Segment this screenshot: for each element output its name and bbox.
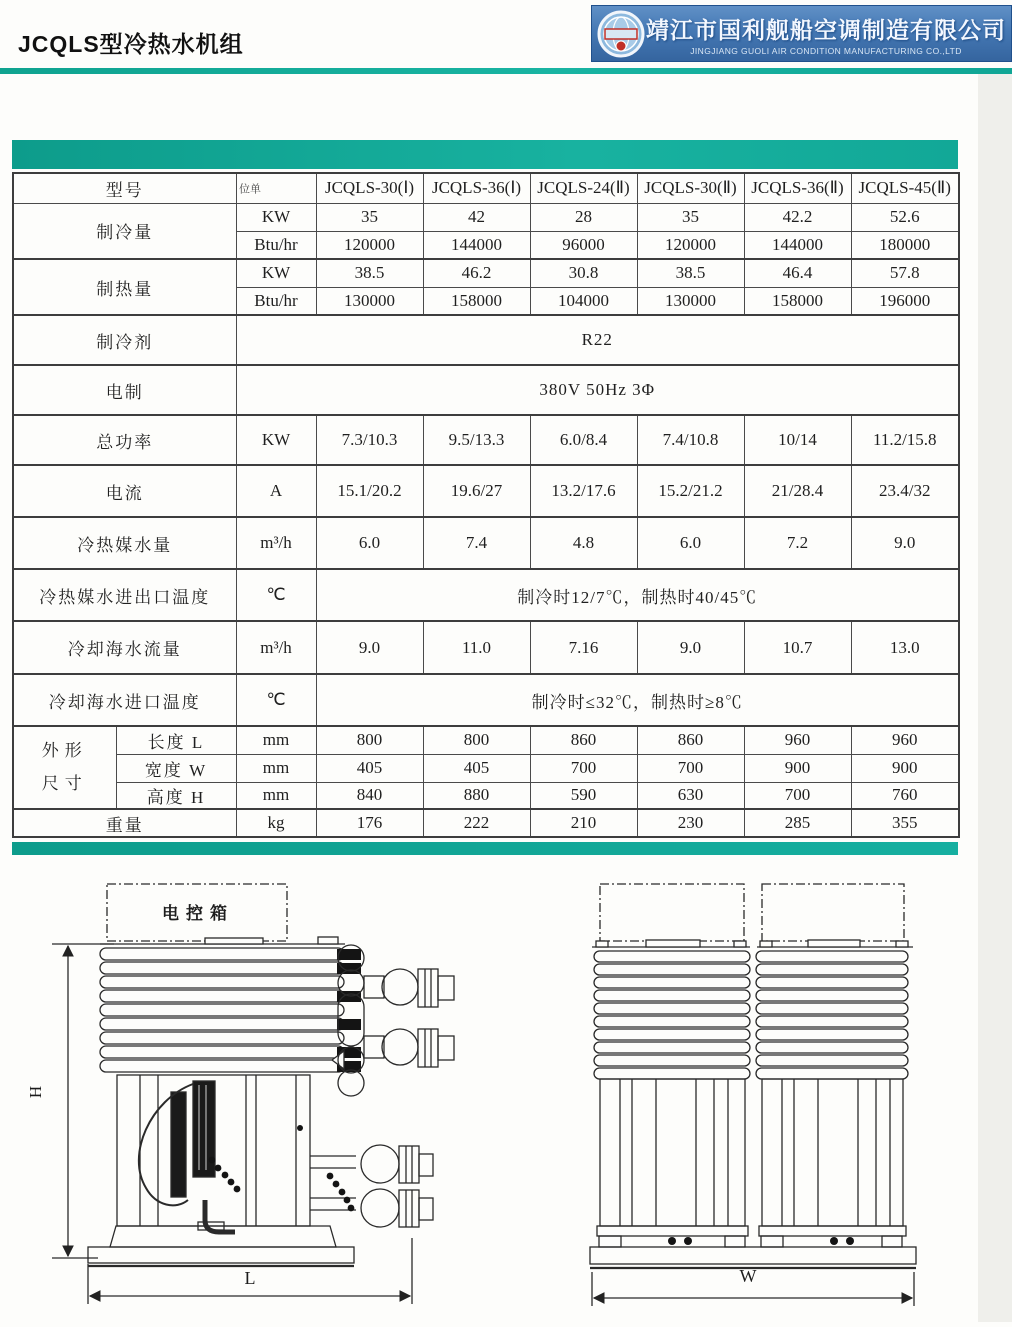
side-view-drawing xyxy=(52,884,454,1304)
unit-cell: KW xyxy=(236,415,316,465)
value-cell: 130000 xyxy=(637,287,744,315)
value-cell: 960 xyxy=(851,726,959,754)
weight-row xyxy=(13,809,959,837)
value-cell: 52.6 xyxy=(851,203,959,231)
value-cell: 35 xyxy=(637,203,744,231)
model-name: JCQLS-36(Ⅰ) xyxy=(423,173,530,203)
value-cell: 285 xyxy=(744,809,851,837)
value-cell: 57.8 xyxy=(851,259,959,287)
value-cell: 960 xyxy=(744,726,851,754)
value-cell: 144000 xyxy=(423,231,530,259)
page-title: JCQLS型冷热水机组 xyxy=(18,31,244,57)
value-cell: 176 xyxy=(316,809,423,837)
model-name: JCQLS-24(Ⅱ) xyxy=(530,173,637,203)
value-cell: 46.2 xyxy=(423,259,530,287)
model-name: JCQLS-30(Ⅰ) xyxy=(316,173,423,203)
model-name: JCQLS-45(Ⅱ) xyxy=(851,173,959,203)
value-cell: 860 xyxy=(637,726,744,754)
unit-cell: m³/h xyxy=(236,517,316,569)
value-cell: 180000 xyxy=(851,231,959,259)
value-cell: 96000 xyxy=(530,231,637,259)
value-cell: 19.6/27 xyxy=(423,465,530,517)
unit-cell: m³/h xyxy=(236,621,316,674)
refrigerant-row xyxy=(13,315,959,365)
value-cell: 144000 xyxy=(744,231,851,259)
value-cell: 13.0 xyxy=(851,621,959,674)
value-cell: 21/28.4 xyxy=(744,465,851,517)
value-cell: 700 xyxy=(637,754,744,782)
control-box-label: 电控箱 xyxy=(162,904,234,923)
cooling-kw-row xyxy=(13,203,959,231)
value-cell: 880 xyxy=(423,782,530,809)
unit-cell: Btu/hr xyxy=(236,287,316,315)
value-cell: 760 xyxy=(851,782,959,809)
seawater-temp-label: 冷却海水进口温度 xyxy=(13,674,236,726)
height-label: 高度 H xyxy=(116,782,236,809)
unit-cell: Btu/hr xyxy=(236,231,316,259)
dim-w-label: W xyxy=(739,1266,757,1286)
dim-l-label: L xyxy=(244,1268,256,1288)
value-cell: 38.5 xyxy=(637,259,744,287)
value-cell: 158000 xyxy=(744,287,851,315)
medium-water-flow-label: 冷热媒水量 xyxy=(13,517,236,569)
value-cell: 900 xyxy=(851,754,959,782)
value-cell: 28 xyxy=(530,203,637,231)
value-cell: 10/14 xyxy=(744,415,851,465)
unit-cell: mm xyxy=(236,754,316,782)
seawater-flow-label: 冷却海水流量 xyxy=(13,621,236,674)
value-cell: 9.5/13.3 xyxy=(423,415,530,465)
value-cell: 15.2/21.2 xyxy=(637,465,744,517)
refrigerant-label: 制冷剂 xyxy=(13,315,236,365)
front-view-drawing xyxy=(590,884,916,1306)
value-cell: 860 xyxy=(530,726,637,754)
value-cell: 130000 xyxy=(316,287,423,315)
value-cell: 11.0 xyxy=(423,621,530,674)
value-cell: 6.0 xyxy=(637,517,744,569)
value-cell: 9.0 xyxy=(851,517,959,569)
company-banner xyxy=(591,5,1012,62)
value-cell: 42.2 xyxy=(744,203,851,231)
company-name-block xyxy=(645,12,1011,56)
medium-water-temp-value: 制冷时12/7℃，制热时40/45℃ xyxy=(316,569,959,621)
model-row xyxy=(13,173,959,203)
value-cell: 800 xyxy=(423,726,530,754)
company-logo-icon xyxy=(597,10,645,58)
power-supply-row xyxy=(13,365,959,415)
value-cell: 7.3/10.3 xyxy=(316,415,423,465)
power-supply-value: 380V 50Hz 3Φ xyxy=(236,365,959,415)
value-cell: 38.5 xyxy=(316,259,423,287)
value-cell: 7.2 xyxy=(744,517,851,569)
technical-drawings xyxy=(0,870,1012,1322)
heating-kw-row xyxy=(13,259,959,287)
value-cell: 196000 xyxy=(851,287,959,315)
medium-water-temp-label: 冷热媒水进出口温度 xyxy=(13,569,236,621)
value-cell: 120000 xyxy=(316,231,423,259)
value-cell: 900 xyxy=(744,754,851,782)
value-cell: 6.0 xyxy=(316,517,423,569)
medium-water-temp-row xyxy=(13,569,959,621)
unit-cell: KW xyxy=(236,259,316,287)
value-cell: 30.8 xyxy=(530,259,637,287)
value-cell: 210 xyxy=(530,809,637,837)
value-cell: 230 xyxy=(637,809,744,837)
model-name: JCQLS-30(Ⅱ) xyxy=(637,173,744,203)
unit-column-header xyxy=(236,173,316,203)
value-cell: 9.0 xyxy=(316,621,423,674)
header-divider xyxy=(0,68,1012,74)
refrigerant-value: R22 xyxy=(236,315,959,365)
total-power-label: 总功率 xyxy=(13,415,236,465)
unit-cell: ℃ xyxy=(236,569,316,621)
value-cell: 42 xyxy=(423,203,530,231)
value-cell: 35 xyxy=(316,203,423,231)
cooling-label: 制冷量 xyxy=(13,203,236,259)
value-cell: 6.0/8.4 xyxy=(530,415,637,465)
unit-cell: mm xyxy=(236,782,316,809)
company-name-en: JINGJIANG GUOLI AIR CONDITION MANUFACTURING CO.,LTD xyxy=(690,45,962,56)
value-cell: 355 xyxy=(851,809,959,837)
value-cell: 405 xyxy=(316,754,423,782)
value-cell: 700 xyxy=(530,754,637,782)
medium-water-flow-row xyxy=(13,517,959,569)
width-label: 宽度 W xyxy=(116,754,236,782)
value-cell: 4.8 xyxy=(530,517,637,569)
value-cell: 222 xyxy=(423,809,530,837)
unit-line-drawing xyxy=(0,870,1012,1322)
table-footer-bar xyxy=(12,842,958,855)
value-cell: 800 xyxy=(316,726,423,754)
unit-cell: KW xyxy=(236,203,316,231)
table-header-bar xyxy=(12,140,958,169)
value-cell: 700 xyxy=(744,782,851,809)
spec-table xyxy=(12,172,960,838)
current-row xyxy=(13,465,959,517)
seawater-temp-value: 制冷时≤32℃，制热时≥8℃ xyxy=(316,674,959,726)
unit-column-header-text: 单位 xyxy=(237,183,261,197)
dimensions-label-text: 外形尺寸 xyxy=(41,741,88,793)
value-cell: 9.0 xyxy=(637,621,744,674)
unit-cell: ℃ xyxy=(236,674,316,726)
value-cell: 405 xyxy=(423,754,530,782)
length-row xyxy=(13,726,959,754)
length-label: 长度 L xyxy=(116,726,236,754)
current-label: 电流 xyxy=(13,465,236,517)
model-name: JCQLS-36(Ⅱ) xyxy=(744,173,851,203)
value-cell: 7.4 xyxy=(423,517,530,569)
value-cell: 158000 xyxy=(423,287,530,315)
seawater-flow-row xyxy=(13,621,959,674)
value-cell: 7.16 xyxy=(530,621,637,674)
value-cell: 46.4 xyxy=(744,259,851,287)
value-cell: 11.2/15.8 xyxy=(851,415,959,465)
value-cell: 120000 xyxy=(637,231,744,259)
unit-cell: A xyxy=(236,465,316,517)
corner-label: 型号 xyxy=(13,173,236,203)
height-row xyxy=(13,782,959,809)
power-supply-label: 电制 xyxy=(13,365,236,415)
weight-label: 重量 xyxy=(13,809,236,837)
total-power-row xyxy=(13,415,959,465)
unit-cell: mm xyxy=(236,726,316,754)
company-name-cn: 靖江市国利舰船空调制造有限公司 xyxy=(646,16,1006,43)
dim-h-label: H xyxy=(26,1085,46,1099)
value-cell: 630 xyxy=(637,782,744,809)
value-cell: 10.7 xyxy=(744,621,851,674)
width-row xyxy=(13,754,959,782)
value-cell: 590 xyxy=(530,782,637,809)
seawater-temp-row xyxy=(13,674,959,726)
value-cell: 13.2/17.6 xyxy=(530,465,637,517)
value-cell: 104000 xyxy=(530,287,637,315)
heating-label: 制热量 xyxy=(13,259,236,315)
unit-cell: kg xyxy=(236,809,316,837)
value-cell: 7.4/10.8 xyxy=(637,415,744,465)
dimensions-label xyxy=(13,726,116,809)
value-cell: 840 xyxy=(316,782,423,809)
value-cell: 15.1/20.2 xyxy=(316,465,423,517)
value-cell: 23.4/32 xyxy=(851,465,959,517)
